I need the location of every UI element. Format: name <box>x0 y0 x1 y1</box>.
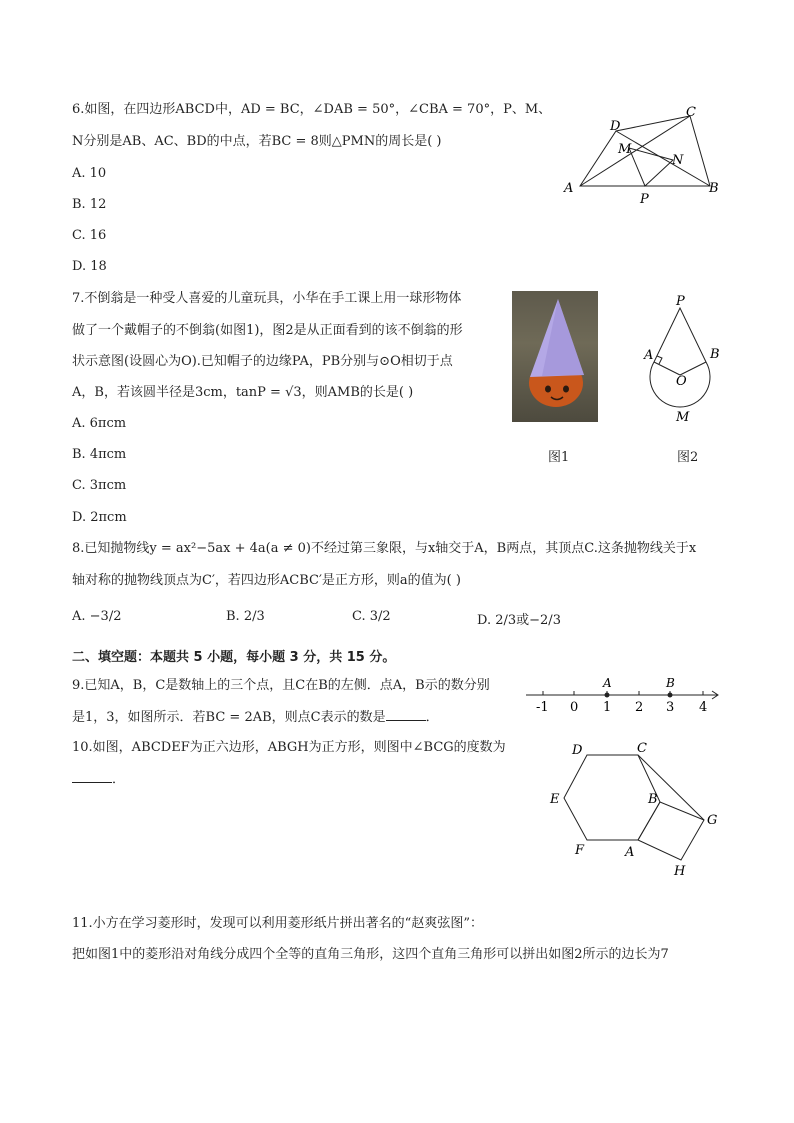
label-a: A <box>603 676 612 690</box>
q8-option-c: C. 3/2 <box>352 609 391 624</box>
q7-tumbler-diagram <box>636 292 728 428</box>
fig2-caption: 图2 <box>677 450 699 465</box>
q9-line-1: 9.已知A，B，C是数轴上的三个点，且C在B的左侧．点A，B示的数分别 <box>72 678 490 693</box>
q7-option-a: A. 6πcm <box>72 416 127 431</box>
label-f: F <box>575 843 585 858</box>
label-d: D <box>610 119 621 134</box>
diagonal-bd <box>616 131 710 186</box>
tick-label-neg1: -1 <box>536 700 549 715</box>
diagonal-ac <box>580 116 690 186</box>
q7-line-1: 7.不倒翁是一种受人喜爱的儿童玩具，小华在手工课上用一球形物体 <box>72 291 462 306</box>
label-e: E <box>550 792 560 807</box>
q6-option-c: C. 16 <box>72 228 107 243</box>
label-b: B <box>666 676 675 690</box>
q6-line-2: N分别是AB、AC、BD的中点，若BC = 8则△PMN的周长是( ) <box>72 134 442 149</box>
label-c: C <box>637 741 647 756</box>
label-b: B <box>709 181 719 196</box>
label-h: H <box>674 864 686 879</box>
q8-line-2: 轴对称的抛物线顶点为C′，若四边形ACBC′是正方形，则a的值为( ) <box>72 573 461 588</box>
segment-cg <box>638 755 704 820</box>
q7-line-2: 做了一个戴帽子的不倒翁(如图1)，图2是从正面看到的该不倒翁的形 <box>72 323 463 338</box>
q8-option-d: D. 2/3或−2/3 <box>477 613 561 628</box>
q10-hexagon-square-figure <box>540 736 724 880</box>
label-o: O <box>676 374 687 389</box>
q9-line-2-end: ． <box>425 710 439 725</box>
q7-line-4: A，B，若该圆半径是3cm，tanP = √3，则AMB的长是( ) <box>72 385 414 400</box>
q9-number-line <box>522 672 722 716</box>
q7-option-d: D. 2πcm <box>72 510 127 525</box>
triangle-pmn <box>629 148 673 186</box>
right-angle-mark <box>657 356 662 364</box>
q8-line-1: 8.已知抛物线y = ax²−5ax + 4a(a ≠ 0)不经过第三象限，与x轴交于A，B两点，其顶点C.这条抛物线关于x <box>72 541 697 556</box>
label-p: P <box>676 294 685 309</box>
q7-line-3: 状示意图(设圆心为O).已知帽子的边缘PA，PB分别与⊙O相切于点 <box>72 354 453 369</box>
tumbler-toy-illustration <box>512 291 598 422</box>
fig1-caption: 图1 <box>548 450 570 465</box>
q9-line-2 <box>72 708 439 727</box>
q10-answer-blank[interactable] <box>72 770 112 783</box>
label-d: D <box>572 743 583 758</box>
label-a: A <box>644 348 654 363</box>
q6-option-d: D. 18 <box>72 259 107 274</box>
quad-abcd <box>580 116 710 186</box>
label-c: C <box>686 105 696 120</box>
tumbler-outline <box>650 308 710 407</box>
point-a <box>605 693 610 698</box>
q10-line-1: 10.如图，ABCDEF为正六边形，ABGH为正方形，则图中∠BCG的度数为 <box>72 740 506 755</box>
q6-quadrilateral-figure <box>556 104 732 208</box>
label-b: B <box>648 792 658 807</box>
q11-line-2: 把如图1中的菱形沿对角线分成四个全等的直角三角形，这四个直角三角形可以拼出如图2所示的边长为7 <box>72 947 669 962</box>
section-fill-in-blanks-heading: 二、填空题：本题共 5 小题，每小题 3 分，共 15 分。 <box>72 650 396 665</box>
q11-line-1: 11.小方在学习菱形时，发现可以利用菱形纸片拼出著名的“赵爽弦图”： <box>72 916 483 931</box>
tick-label-0: 0 <box>570 700 579 715</box>
q9-line-2-text: 是1，3，如图所示．若BC = 2AB，则点C表示的数是 <box>72 710 386 725</box>
q6-option-b: B. 12 <box>72 197 107 212</box>
label-n: N <box>672 153 684 168</box>
tick-label-4: 4 <box>699 700 708 715</box>
q7-option-b: B. 4πcm <box>72 447 127 462</box>
point-b <box>668 693 673 698</box>
label-a: A <box>625 845 635 860</box>
label-a: A <box>564 181 574 196</box>
label-b: B <box>710 347 720 362</box>
tick-label-3: 3 <box>666 700 675 715</box>
q6-line-1: 6.如图，在四边形ABCD中，AD = BC，∠DAB = 50°，∠CBA = 70°，P、M、 <box>72 102 552 117</box>
q6-option-a: A. 10 <box>72 166 107 181</box>
tick-label-2: 2 <box>635 700 644 715</box>
q7-option-c: C. 3πcm <box>72 478 127 493</box>
label-g: G <box>707 813 718 828</box>
q8-option-a: A. −3/2 <box>72 609 122 624</box>
q10-line-2-end: ． <box>112 772 126 787</box>
q8-option-b: B. 2/3 <box>226 609 265 624</box>
q10-line-2 <box>72 770 125 789</box>
tick-label-1: 1 <box>603 700 612 715</box>
tumbler-toy-photo <box>512 291 598 422</box>
label-m: M <box>618 142 632 157</box>
q9-answer-blank[interactable] <box>386 708 426 721</box>
label-m: M <box>676 410 690 425</box>
label-p: P <box>640 192 649 207</box>
